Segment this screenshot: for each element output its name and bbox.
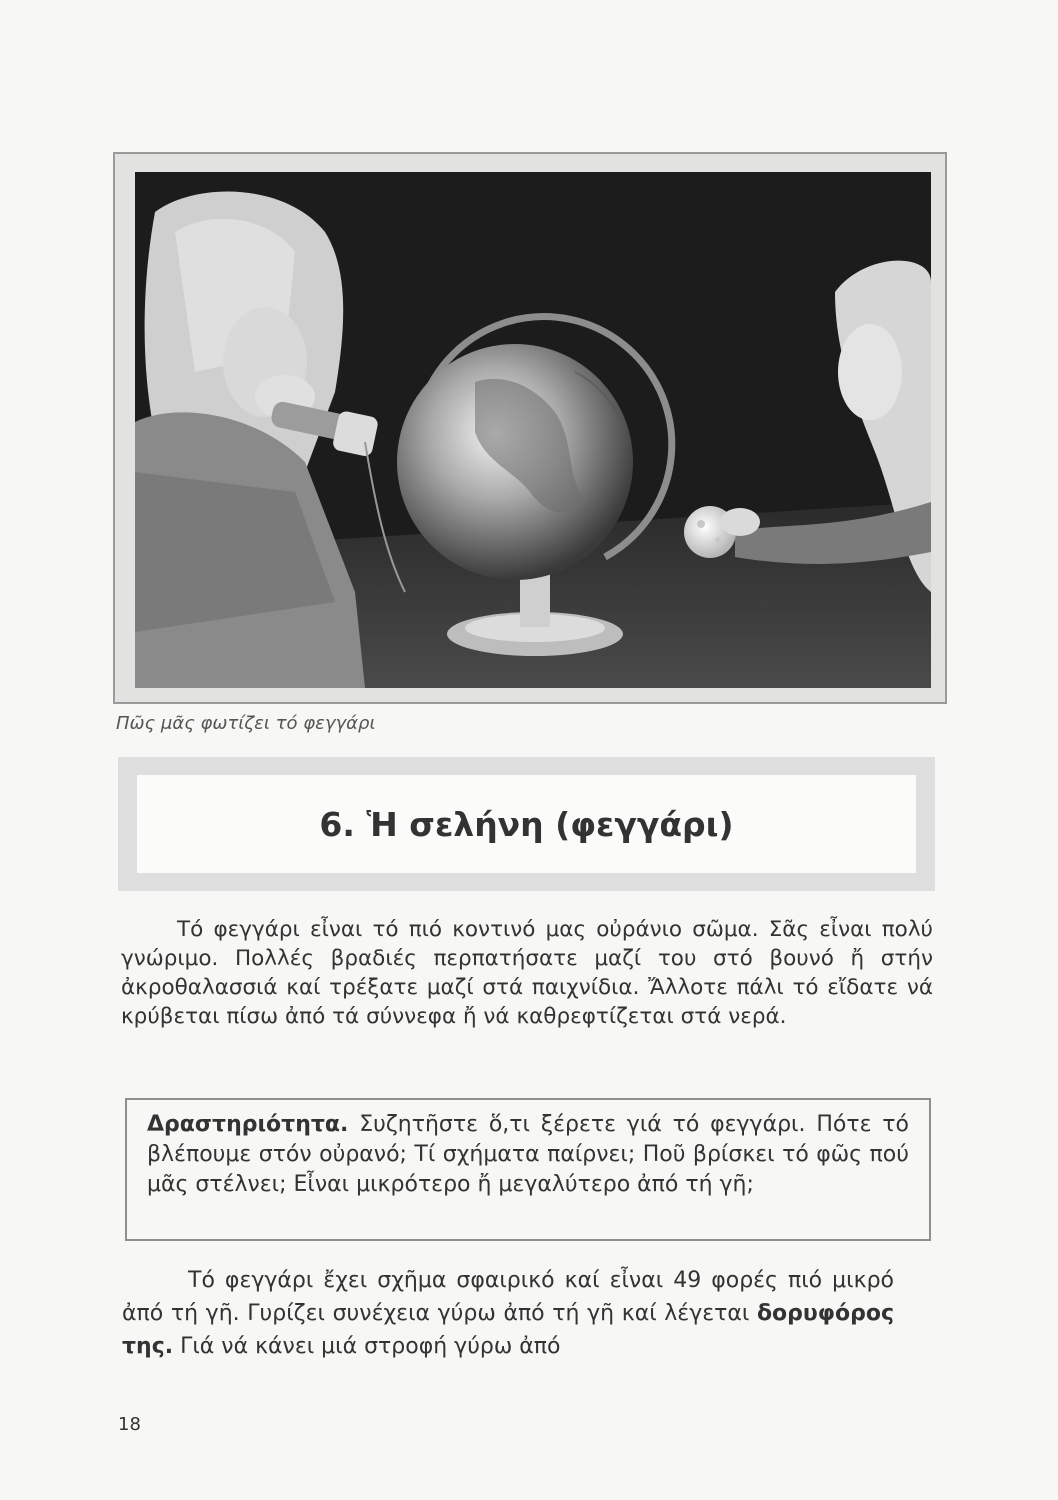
figure-frame — [113, 152, 947, 704]
satellite-term: δορυφόρος της. — [122, 1301, 894, 1359]
figure-caption: Πῶς μᾶς φωτίζει τό φεγγάρι — [116, 713, 376, 734]
activity-text — [147, 1110, 909, 1200]
photo-children-globe-moon — [135, 172, 931, 688]
activity-box — [125, 1098, 931, 1241]
moon-facts-text-2: Γιά νά κάνει μιά στροφή γύρω ἀπό — [173, 1334, 561, 1359]
activity-body: Συζητῆστε ὅ,τι ξέρετε γιά τό φεγγάρι. Πότε τό βλέπουμε στόν οὐρανό; Τί σχήματα παίρνει; Ποῦ βρίσκει τό φῶς πού μᾶς στέλνει; Εἶναι μικρότερο ἤ μεγαλύτερο ἀπό τή γῆ; — [147, 1112, 909, 1197]
moon-facts-paragraph — [122, 1264, 894, 1363]
chapter-heading-box — [118, 757, 935, 891]
chapter-heading-inner — [137, 775, 916, 873]
intro-paragraph: Τό φεγγάρι εἶναι τό πιό κοντινό μας οὐράνιο σῶμα. Σᾶς εἶναι πολύ γνώριμο. Πολλές βραδιές περπατήσατε μαζί του στό βουνό ἤ στήν ἀκροθαλασσιά καί τρέξατε μαζί στά παιχνίδια. Ἄλλοτε πάλι τό εἴδατε νά κρύβεται πίσω ἀπό τά σύννεφα ἤ νά καθρεφτίζεται στά νερά. — [121, 917, 933, 1029]
page-number: 18 — [118, 1414, 141, 1435]
chapter-title: 6. Ἡ σελήνη (φεγγάρι) — [319, 804, 734, 844]
moon-facts-text-1: Τό φεγγάρι ἔχει σχῆμα σφαιρικό καί εἶναι 49 φορές πιό μικρό ἀπό τή γῆ. Γυρίζει συνέχεια γύρω ἀπό τή γῆ καί λέγεται — [122, 1268, 894, 1326]
activity-label: Δραστηριότητα. — [147, 1112, 349, 1137]
